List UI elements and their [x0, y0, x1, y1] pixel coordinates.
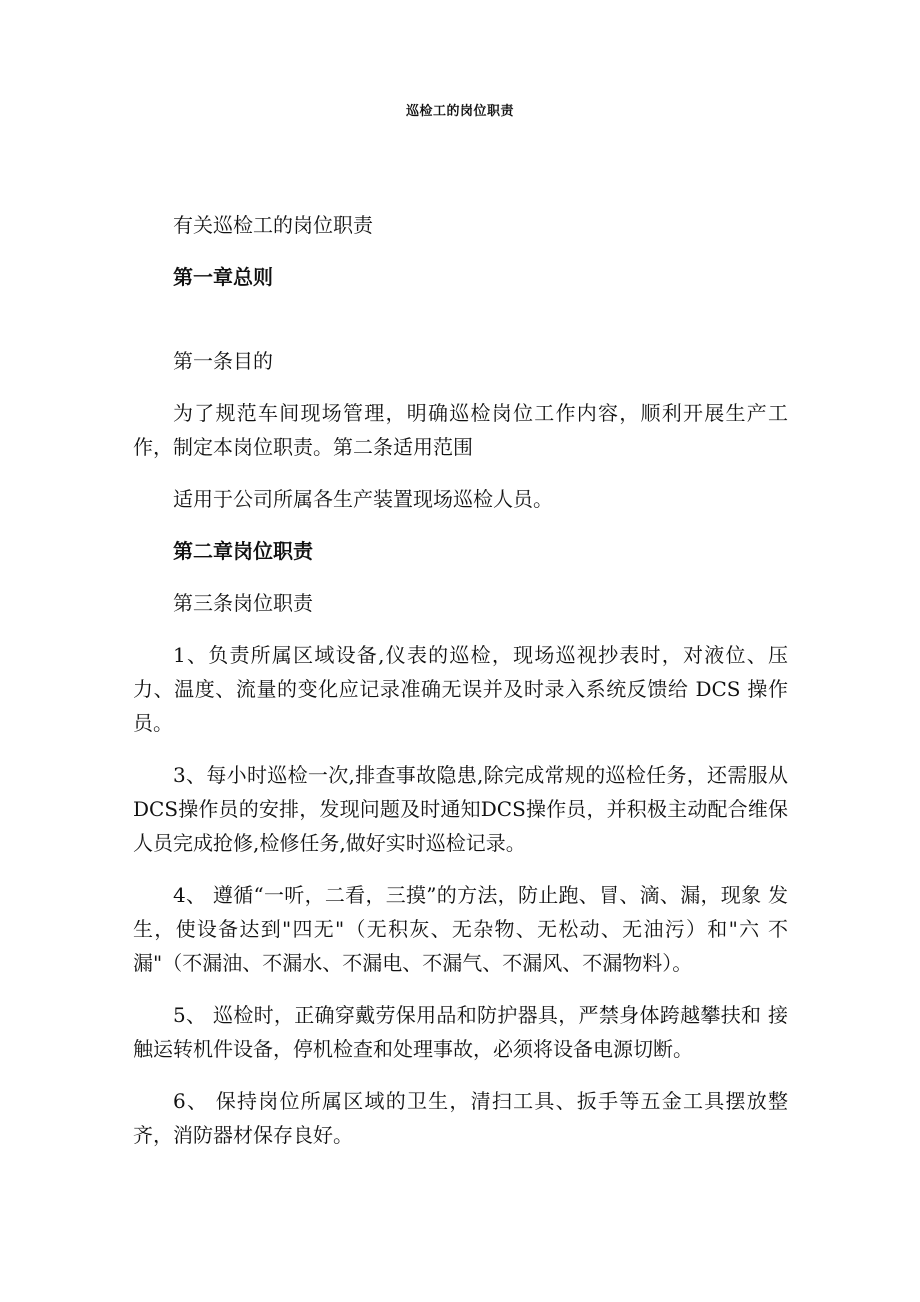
duty-item-3: 3、每小时巡检一次,排查事故隐患,除完成常规的巡检任务，还需服从DCS操作员的安排，发现问题及时通知DCS操作员，并积极主动配合维保人员完成抢修,检修任务,做好实时巡检记录。 — [133, 763, 788, 855]
duty-item-1: 1、负责所属区域设备,仪表的巡检，现场巡视抄表时，对液位、压力、温度、流量的变化应记录准确无误并及时录入系统反馈给 DCS 操作员。 — [133, 643, 788, 735]
duty-item-4: 4、 遵循“一听，二看，三摸”的方法，防止跑、冒、滴、漏，现象 发生，使设备达到"四无"（无积灰、无杂物、无松动、无油污）和"六 不漏"（不漏油、不漏水、不漏电、不漏气、不漏风、不漏物料）。 — [133, 883, 788, 975]
chapter-1-heading: 第一章总则 — [173, 265, 273, 289]
duty-item-6: 6、 保持岗位所属区域的卫生，清扫工具、扳手等五金工具摆放整齐，消防器材保存良好。 — [133, 1089, 788, 1147]
document-body — [133, 208, 788, 1170]
article-1-body: 为了规范车间现场管理，明确巡检岗位工作内容，顺利开展生产工作，制定本岗位职责。第二条适用范围 — [133, 401, 788, 459]
scope-paragraph: 适用于公司所属各生产装置现场巡检人员。 — [173, 487, 553, 511]
chapter-2-heading: 第二章岗位职责 — [173, 539, 313, 563]
article-3-title: 第三条岗位职责 — [173, 591, 313, 615]
duty-item-5: 5、 巡检时，正确穿戴劳保用品和防护器具，严禁身体跨越攀扶和 接触运转机件设备，停机检查和处理事故，必须将设备电源切断。 — [133, 1003, 788, 1061]
document-intro: 有关巡检工的岗位职责 — [173, 213, 373, 237]
article-1-title: 第一条目的 — [173, 349, 273, 373]
page-header-title: 巡检工的岗位职责 — [405, 104, 514, 119]
